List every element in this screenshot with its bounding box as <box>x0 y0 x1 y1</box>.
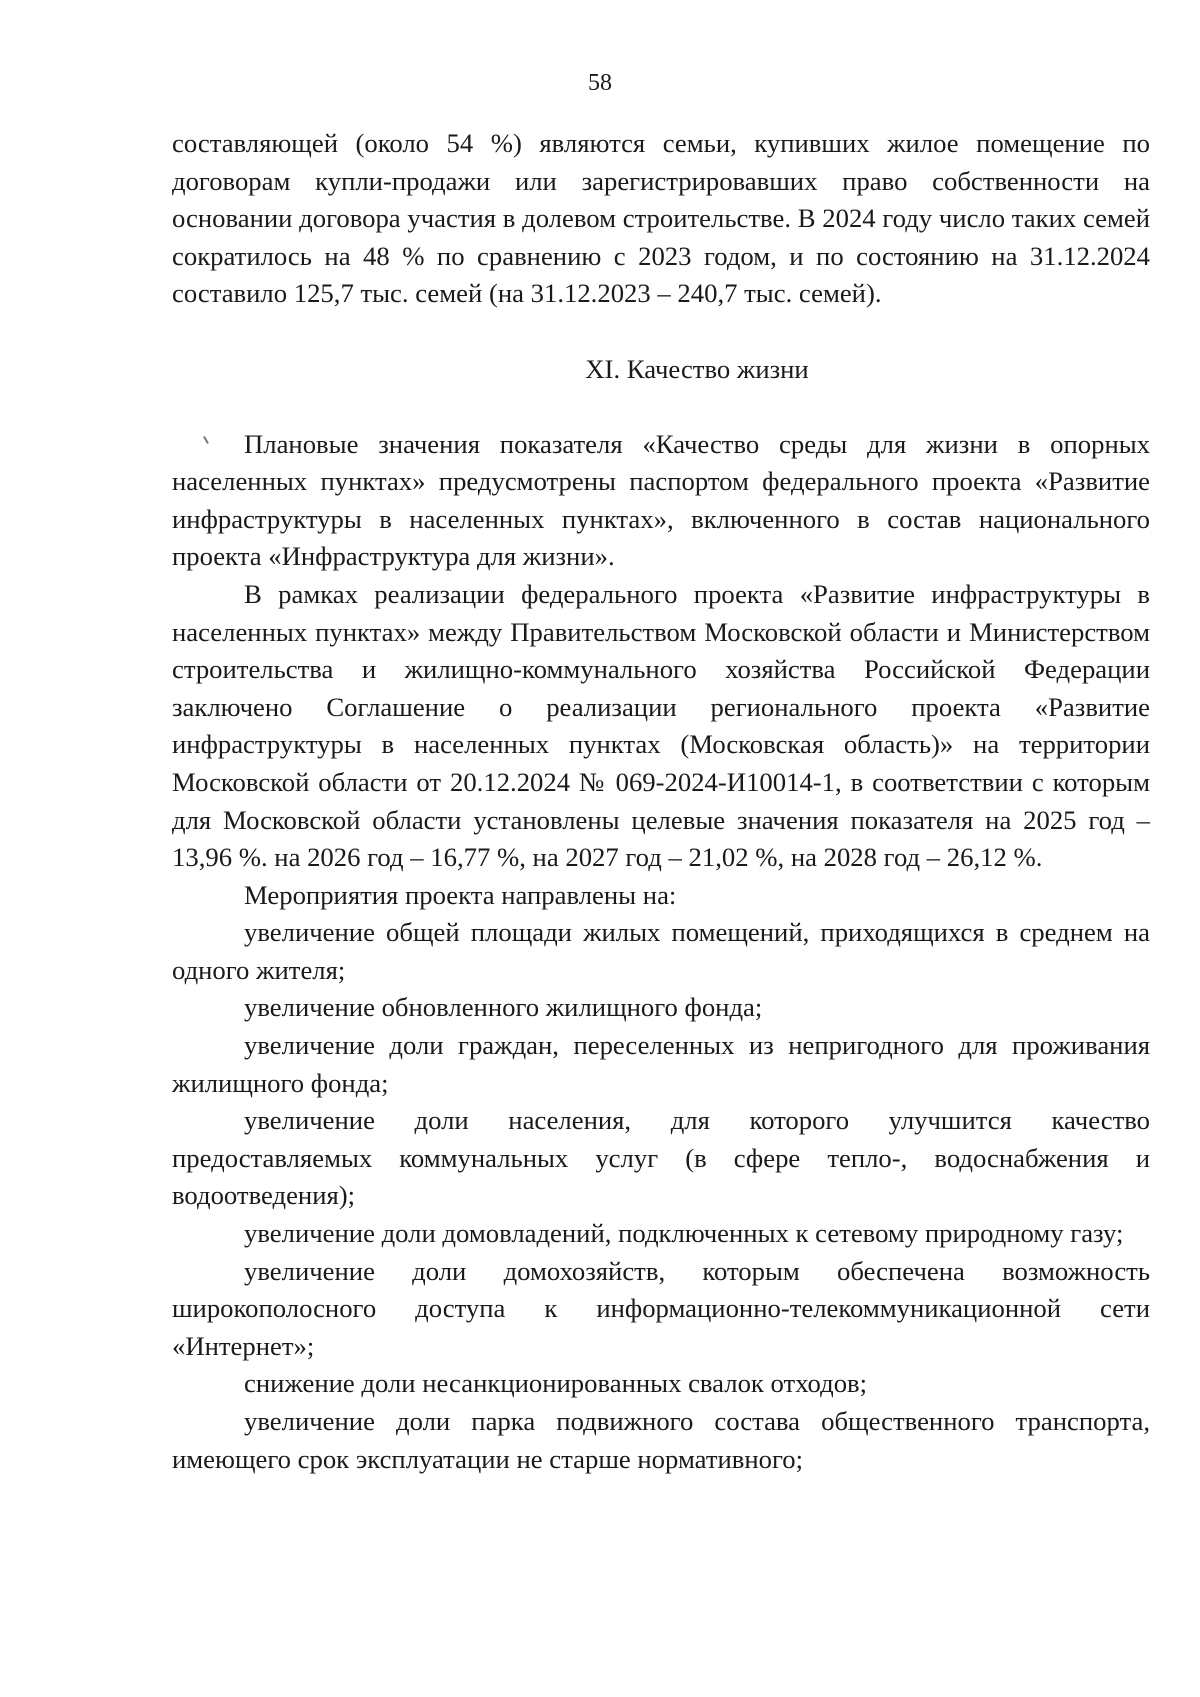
list-item: снижение доли несанкционированных свалок отходов; <box>244 1368 868 1399</box>
page-number: 58 <box>588 70 612 96</box>
list-item: увеличение доли населения, для которого улучшится качество предоставляемых коммунальных услуг (в сфере тепло-, водоснабжения и водоотведения); <box>172 1105 1150 1211</box>
list-item: увеличение доли парка подвижного состава общественного транспорта, имеющего срок эксплуатации не старше нормативного; <box>172 1406 1150 1474</box>
paragraph-target-values: Плановые значения показателя «Качество среды для жизни в опорных населенных пунктах» предусмотрены паспортом федерального проекта «Развитие инфраструктуры в населенных пунктах», включенного в состав национального проекта «Инфраструктура для жизни». <box>172 428 1150 572</box>
paragraph-agreement: В рамках реализации федерального проекта «Развитие инфраструктуры в населенных пунктах» между Правительством Московской области и Министерством строительства и жилищно-коммунального хозяйства Российской Федерации заключено Соглашение о реализации регионального проекта «Развитие инфраструктуры в населенных пунктах (Московская область)» на территории Московской области от 20.12.2024 № 069-2024-И10014-1, в соответствии с которым для Московской области установлены целевые значения показателя на 2025 год – 13,96 %. на 2026 год – 16,77 %, на 2027 год – 21,02 %, на 2028 год – 26,12 %. <box>172 578 1150 873</box>
page-body <box>172 125 1150 1478</box>
paragraph-activities-intro: Мероприятия проекта направлены на: <box>244 879 677 910</box>
section-heading: XI. Качество жизни <box>585 353 809 384</box>
list-item: увеличение обновленного жилищного фонда; <box>244 992 763 1023</box>
paragraph-continuation: составляющей (около 54 %) являются семьи, купивших жилое помещение по договорам купли-продажи или зарегистрировавших право собственности на основании договора участия в долевом строительстве. В 2024 году число таких семей сократилось на 48 % по сравнению с 2023 годом, и по состоянию на 31.12.2024 составило 125,7 тыс. семей (на 31.12.2023 – 240,7 тыс. семей). <box>172 128 1150 309</box>
list-item: увеличение доли граждан, переселенных из непригодного для проживания жилищного фонда; <box>172 1030 1150 1098</box>
list-item: увеличение общей площади жилых помещений, приходящихся в среднем на одного жителя; <box>172 917 1150 985</box>
list-item: увеличение доли домовладений, подключенных к сетевому природному газу; <box>244 1218 1124 1249</box>
list-item: увеличение доли домохозяйств, которым обеспечена возможность широкополосного доступа к информационно-телекоммуникационной сети «Интернет»; <box>172 1255 1150 1361</box>
